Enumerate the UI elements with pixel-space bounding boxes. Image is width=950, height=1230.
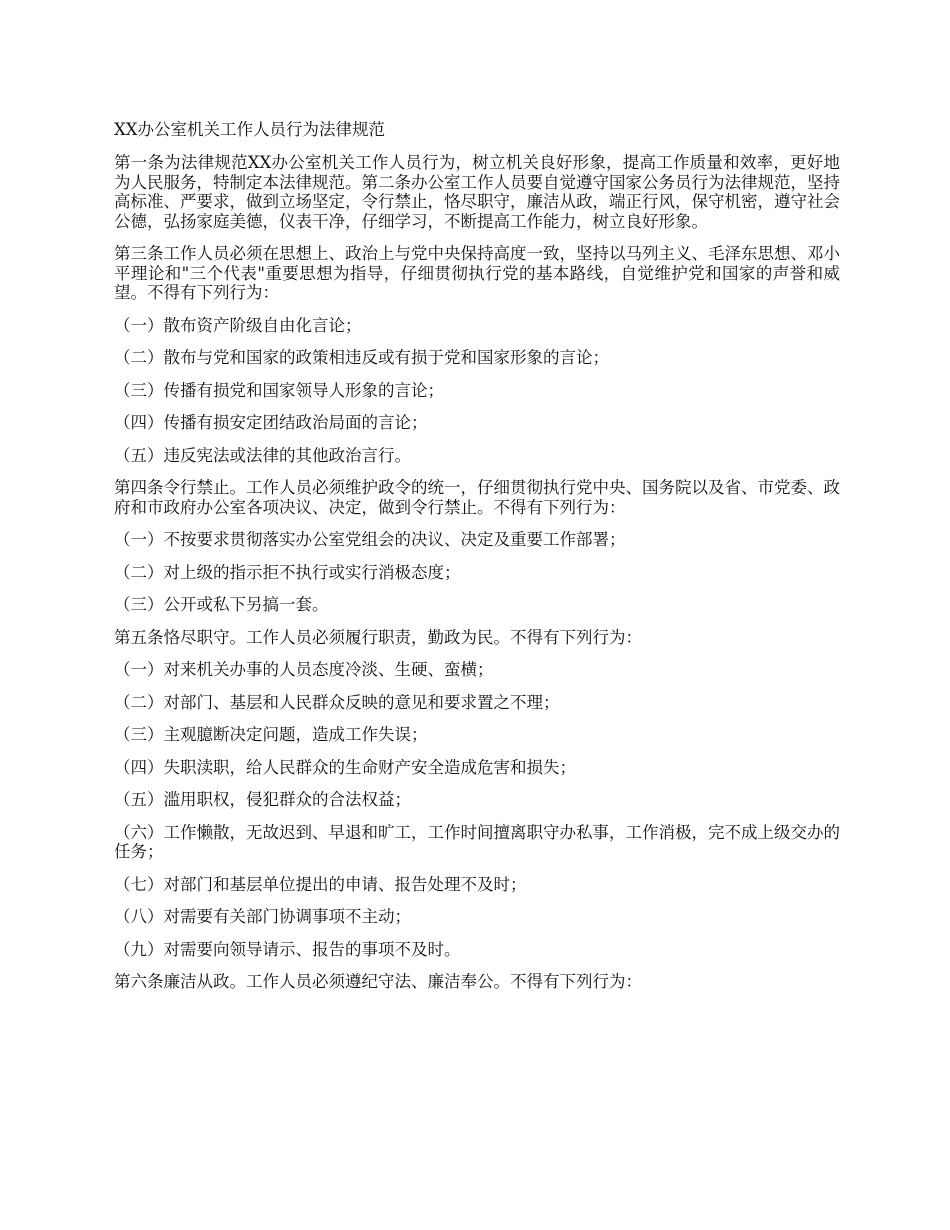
article-3: 第三条工作人员必须在思想上、政治上与党中央保持高度一致，坚持以马列主义、毛泽东思想、邓小平理论和"三个代表"重要思想为指导，仔细贯彻执行党的基本路线，自觉维护党和国家的声誉和威望。不得有下列行为： xyxy=(114,244,840,302)
list-item: （一）对来机关办事的人员态度冷淡、生硬、蛮横； xyxy=(114,660,494,679)
list-item: （三）主观臆断决定问题，造成工作失误； xyxy=(114,725,428,744)
list-item: （五）滥用职权，侵犯群众的合法权益； xyxy=(114,790,411,809)
article-1-2: 第一条为法律规范XX办公室机关工作人员行为，树立机关良好形象，提高工作质量和效率，更好地为人民服务，特制定本法律规范。第二条办公室工作人员要自觉遵守国家公务员行为法律规范，坚持高标准、严要求，做到立场坚定，令行禁止，恪尽职守，廉洁从政，端正行风，保守机密，遵守社会公德，弘扬家庭美德，仪表干净，仔细学习，不断提高工作能力，树立良好形象。 xyxy=(114,153,840,231)
list-item: （九）对需要向领导请示、报告的事项不及时。 xyxy=(114,939,461,959)
list-item: （六）工作懒散，无故迟到、早退和旷工，工作时间擅离职守办私事，工作消极，完不成上级交办的任务； xyxy=(114,822,840,861)
list-item: （二）对部门、基层和人民群众反映的意见和要求置之不理； xyxy=(114,692,560,712)
list-item: （一）不按要求贯彻落实办公室党组会的决议、决定及重要工作部署； xyxy=(114,530,626,549)
list-item: （七）对部门和基层单位提出的申请、报告处理不及时； xyxy=(114,874,527,894)
list-item: （四）失职渎职，给人民群众的生命财产安全造成危害和损失； xyxy=(114,757,576,777)
list-item: （二）对上级的指示拒不执行或实行消极态度； xyxy=(114,562,461,582)
article-6: 第六条廉洁从政。工作人员必须遵纪守法、廉洁奉公。不得有下列行为： xyxy=(114,972,642,991)
article-4: 第四条令行禁止。工作人员必须维护政令的统一，仔细贯彻执行党中央、国务院以及省、市党委、政府和市政府办公室各项决议、决定，做到令行禁止。不得有下列行为： xyxy=(114,478,840,517)
article-5: 第五条恪尽职守。工作人员必须履行职责，勤政为民。不得有下列行为： xyxy=(114,627,642,647)
list-item: （八）对需要有关部门协调事项不主动； xyxy=(114,907,411,926)
list-item: （二）散布与党和国家的政策相违反或有损于党和国家形象的言论； xyxy=(114,348,609,367)
list-item: （一）散布资产阶级自由化言论； xyxy=(114,315,362,335)
list-item: （三）公开或私下另搞一套。 xyxy=(114,595,329,614)
list-item: （三）传播有损党和国家领导人形象的言论； xyxy=(114,380,444,400)
list-item: （五）违反宪法或法律的其他政治言行。 xyxy=(114,445,411,465)
list-item: （四）传播有损安定团结政治局面的言论； xyxy=(114,413,428,432)
document-title: XX办公室机关工作人员行为法律规范 xyxy=(114,120,385,139)
document-page xyxy=(114,120,840,1005)
